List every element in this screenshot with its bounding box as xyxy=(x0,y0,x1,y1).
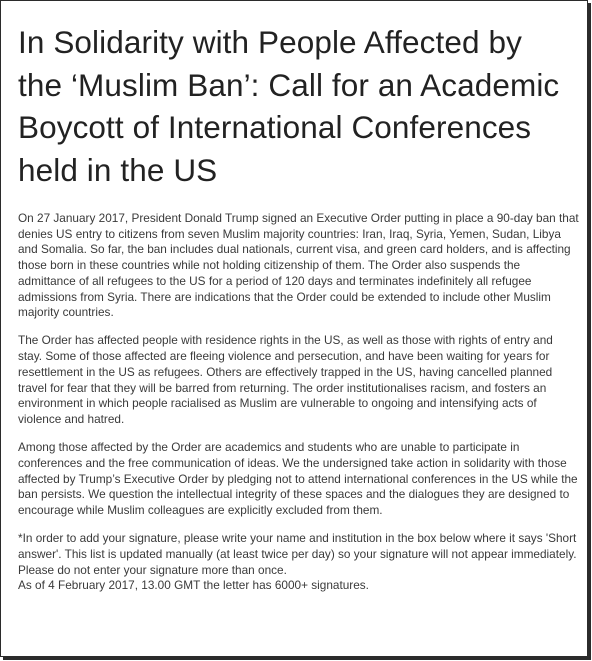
signature-note xyxy=(18,531,579,594)
paragraph-affected-people: The Order has affected people with residence rights in the US, as well as those with rights of entry and stay. Some of those affected are fleeing violence and persecution, and have been waiting for years for resettlement in the US as refugees. Others are effectively trapped in the US, having cancelled planned travel for fear that they will be barred from returning. The order institutionalises racism, and fosters an environment in which people racialised as Muslim are vulnerable to ongoing and intensifying acts of violence and hatred. xyxy=(18,333,553,426)
page-title: In Solidarity with People Affected by the ‘Muslim Ban’: Call for an Academic Boycott of International Conferences held in the US xyxy=(18,24,560,188)
signature-count: As of 4 February 2017, 13.00 GMT the letter has 6000+ signatures. xyxy=(18,578,369,593)
paragraph-executive-order: On 27 January 2017, President Donald Trump signed an Executive Order putting in place a 90-day ban that denies US entry to citizens from seven Muslim majority countries: Iran, Iraq, Syria, Yemen, Sudan, Libya and Somalia. So far, the ban includes dual nationals, current visa, and green card holders, and is affecting those born in these countries while not holding citizenship of them. The Order also suspends the admittance of all refugees to the US for a period of 120 days and terminates indefinitely all refugee admissions from Syria. There are indications that the Order could be extended to include other Muslim majority countries. xyxy=(18,211,579,320)
article-body xyxy=(1,191,587,594)
signature-instructions: *In order to add your signature, please write your name and institution in the box below where it says 'Short answer'. This list is updated manually (at least twice per day) so your signature will not appear immediately. Please do not enter your signature more than once. xyxy=(18,531,577,577)
paragraph-academic-pledge: Among those affected by the Order are academics and students who are unable to participate in conferences and the free communication of ideas. We the undersigned take action in solidarity with those affected by Trump’s Executive Order by pledging not to attend international conferences in the US while the ban persists. We question the intellectual integrity of these spaces and the dialogues they are designed to encourage while Muslim colleagues are explicitly excluded from them. xyxy=(18,440,578,517)
